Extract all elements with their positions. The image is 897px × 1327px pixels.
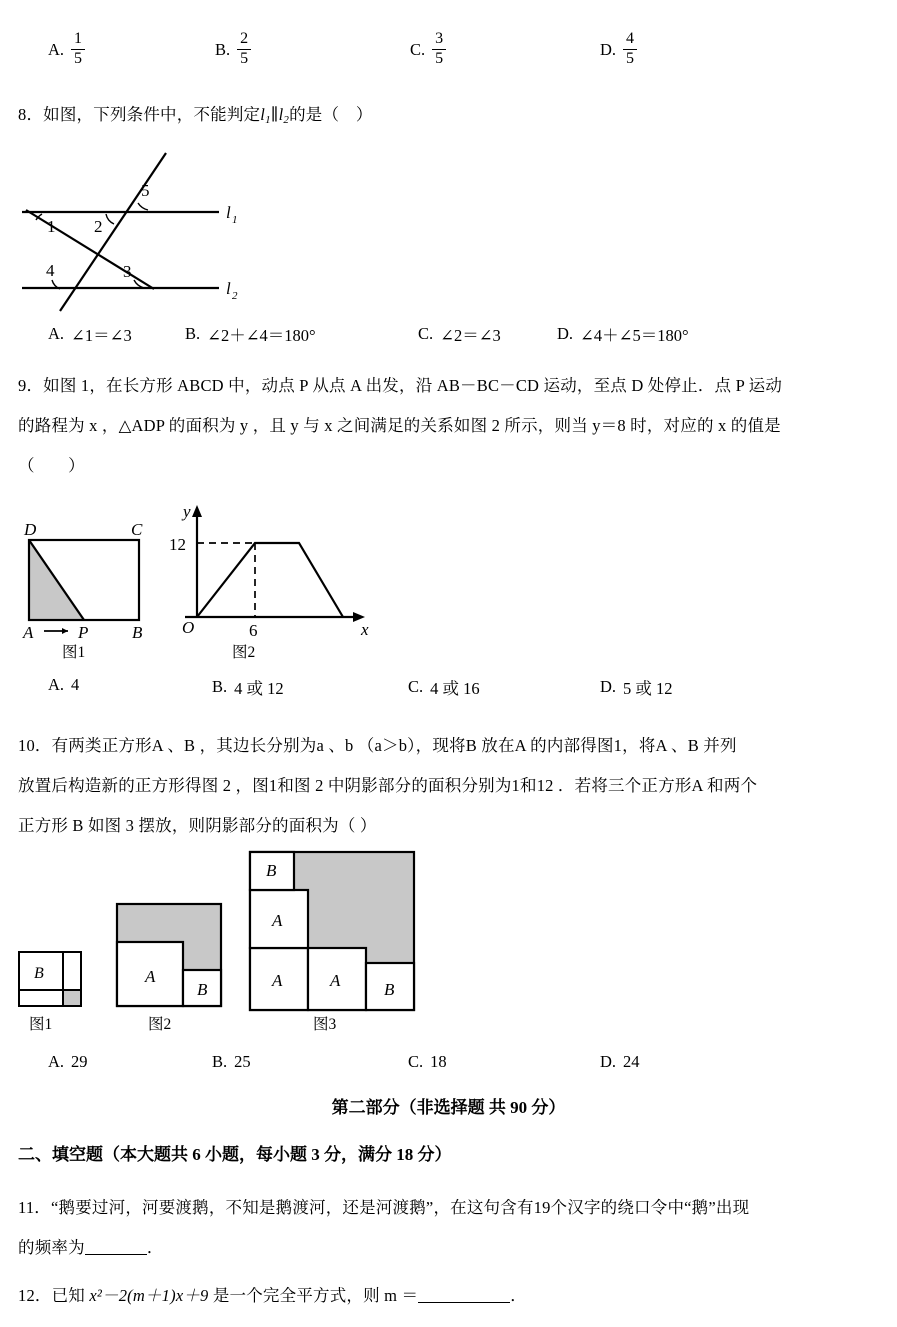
q9-option-b[interactable] bbox=[212, 675, 284, 699]
q8-option-c[interactable] bbox=[418, 322, 501, 346]
q8-option-a-text: ∠1＝∠3 bbox=[71, 326, 132, 345]
q9-option-b-text: 4 或 12 bbox=[234, 679, 284, 698]
q9-stem-line1 bbox=[18, 366, 880, 406]
q9-fig2-caption: 图2 bbox=[232, 644, 256, 661]
q11-line2-post: ． bbox=[146, 1238, 164, 1257]
q8-options-row bbox=[0, 322, 897, 362]
q10-fig1-caption: 图1 bbox=[29, 1016, 53, 1033]
q7-option-c-label: C. bbox=[410, 40, 426, 60]
q8-l1: $l_1$ bbox=[260, 105, 271, 126]
svg-text:6: 6 bbox=[249, 621, 258, 640]
q9-options-row bbox=[0, 675, 897, 715]
q7-option-a-fraction bbox=[71, 31, 85, 68]
q8-option-c-text: ∠2＝∠3 bbox=[440, 326, 501, 345]
q10-option-c[interactable] bbox=[408, 1052, 447, 1072]
fraction-numerator: 1 bbox=[74, 30, 83, 47]
q11-answer-blank[interactable] bbox=[85, 1239, 147, 1255]
q10-line2: 放置后构造新的正方形得图 2 ，图1和图 2 中阴影部分的面积分别为1和12 ．若将三个正方形A 和两个 bbox=[18, 776, 758, 795]
q10-option-c-text: 18 bbox=[430, 1052, 447, 1071]
svg-text:C: C bbox=[131, 520, 143, 539]
q7-option-b-label: B. bbox=[215, 40, 231, 60]
svg-text:l: l bbox=[226, 203, 231, 222]
q10-fig3-caption: 图3 bbox=[313, 1016, 337, 1033]
q11-line2-pre: 的频率为 bbox=[18, 1238, 85, 1257]
q10-option-d-label: D. bbox=[600, 1052, 617, 1071]
svg-text:A: A bbox=[330, 971, 341, 990]
svg-text:A: A bbox=[23, 623, 34, 642]
q9-figure-2 bbox=[165, 495, 380, 640]
q7-option-a[interactable] bbox=[48, 32, 85, 69]
q7-option-d-label: D. bbox=[600, 40, 617, 60]
q10-option-d[interactable] bbox=[600, 1052, 640, 1072]
q10-number: 10． bbox=[18, 736, 52, 755]
svg-text:P: P bbox=[78, 623, 89, 642]
q9-option-d[interactable] bbox=[600, 675, 673, 699]
q8-figure bbox=[14, 148, 264, 313]
q8-option-c-label: C. bbox=[418, 324, 434, 343]
q9-stem-line2 bbox=[18, 406, 880, 446]
q9-number: 9． bbox=[18, 376, 44, 395]
q11-number: 11． bbox=[18, 1198, 51, 1217]
q10-line3: 正方形 B 如图 3 摆放，则阴影部分的面积为（ ） bbox=[18, 816, 377, 835]
q8-number: 8． bbox=[18, 105, 44, 124]
svg-text:A: A bbox=[272, 971, 283, 990]
fraction-denominator: 5 bbox=[74, 49, 83, 67]
q9-option-a-label: A. bbox=[48, 675, 65, 694]
q9-stem-line3 bbox=[18, 446, 880, 486]
svg-text:y: y bbox=[183, 502, 191, 521]
q8-parallel-symbol: ∥ bbox=[270, 105, 279, 124]
q7-option-b-fraction bbox=[237, 31, 251, 68]
svg-text:B: B bbox=[197, 980, 208, 999]
q7-option-c[interactable] bbox=[410, 32, 446, 69]
q8-option-d-text: ∠4＋∠5＝180° bbox=[580, 326, 689, 345]
part-two-heading: 第二部分（非选择题 共 90 分） bbox=[331, 1098, 566, 1117]
q9-line3: （ ） bbox=[18, 456, 85, 475]
q10-option-a-text: 29 bbox=[71, 1052, 88, 1071]
q11-line2 bbox=[18, 1228, 883, 1268]
q9-option-c[interactable] bbox=[408, 675, 480, 699]
svg-text:B: B bbox=[266, 861, 277, 880]
fraction-numerator: 2 bbox=[240, 30, 249, 47]
q7-option-d[interactable] bbox=[600, 32, 637, 69]
svg-text:B: B bbox=[132, 623, 143, 642]
q8-text-a: 如图，下列条件中，不能判定 bbox=[43, 105, 261, 124]
q9-line1: 如图 1，在长方形 ABCD 中，动点 P 从点 A 出发，沿 AB－BC－CD 运动，至点 D 处停止．点 P 运动 bbox=[43, 376, 783, 395]
q7-option-d-fraction bbox=[623, 31, 637, 68]
svg-text:2: 2 bbox=[94, 217, 103, 236]
q10-option-a-label: A. bbox=[48, 1052, 65, 1071]
q9-option-a[interactable] bbox=[48, 675, 79, 695]
q9-option-c-label: C. bbox=[408, 677, 424, 696]
section-fill-in-blank-heading: 二、填空题（本大题共 6 小题，每小题 3 分，满分 18 分） bbox=[18, 1145, 452, 1164]
fraction-denominator: 5 bbox=[626, 49, 635, 67]
svg-text:B: B bbox=[34, 965, 44, 982]
q8-option-b-text: ∠2＋∠4＝180° bbox=[207, 326, 316, 345]
q12-mid: 是一个完全平方式，则 m ＝ bbox=[208, 1286, 419, 1305]
q11-line1 bbox=[18, 1188, 883, 1228]
q9-option-b-label: B. bbox=[212, 677, 228, 696]
fraction-denominator: 5 bbox=[240, 49, 249, 67]
svg-text:3: 3 bbox=[123, 262, 132, 281]
q8-option-d[interactable] bbox=[557, 322, 689, 346]
svg-text:1: 1 bbox=[47, 217, 56, 236]
svg-text:A: A bbox=[272, 911, 283, 930]
q10-figure-2 bbox=[112, 900, 227, 1010]
q10-stem-line1 bbox=[18, 726, 883, 766]
q7-options-row bbox=[0, 32, 897, 72]
q10-option-d-text: 24 bbox=[623, 1052, 640, 1071]
svg-text:D: D bbox=[24, 520, 37, 539]
q9-line2: 的路程为 x ，△ADP 的面积为 y ，且 y 与 x 之间满足的关系如图 2 所示，则当 y＝8 时，对应的 x 的值是 bbox=[18, 416, 781, 435]
q7-option-c-fraction bbox=[432, 31, 446, 68]
q9-option-d-label: D. bbox=[600, 677, 617, 696]
q12-pre: 已知 bbox=[51, 1286, 90, 1305]
q8-option-a-label: A. bbox=[48, 324, 65, 343]
q10-stem-line2 bbox=[18, 766, 883, 806]
q7-option-b[interactable] bbox=[215, 32, 251, 69]
q8-text-b: 的是（ ） bbox=[289, 105, 373, 124]
svg-text:B: B bbox=[384, 980, 395, 999]
svg-text:O: O bbox=[182, 618, 195, 637]
q9-option-c-text: 4 或 16 bbox=[430, 679, 480, 698]
q8-stem bbox=[18, 95, 878, 140]
svg-text:x: x bbox=[361, 620, 369, 639]
q9-option-d-text: 5 或 12 bbox=[623, 679, 673, 698]
fraction-denominator: 5 bbox=[435, 49, 444, 67]
q12-post: ． bbox=[510, 1286, 527, 1305]
q10-stem-line3 bbox=[18, 806, 883, 846]
svg-text:l: l bbox=[226, 279, 231, 298]
q10-option-b-text: 25 bbox=[234, 1052, 251, 1071]
q9-figure-1 bbox=[12, 518, 162, 643]
q10-options-row bbox=[0, 1052, 897, 1092]
q11-text: “鹅要过河，河要渡鹅，不知是鹅渡河，还是河渡鹅”，在这句含有19个汉字的绕口令中“鹅”出现 bbox=[51, 1198, 750, 1217]
q9-fig1-caption: 图1 bbox=[62, 644, 86, 661]
q10-option-b[interactable] bbox=[212, 1052, 251, 1072]
q10-figure-1 bbox=[14, 948, 94, 1010]
q7-option-a-label: A. bbox=[48, 40, 65, 60]
q8-option-a[interactable] bbox=[48, 322, 132, 346]
q8-option-b-label: B. bbox=[185, 324, 201, 343]
q8-option-b[interactable] bbox=[185, 322, 316, 346]
q10-fig2-caption: 图2 bbox=[148, 1016, 172, 1033]
q10-figure-3 bbox=[245, 848, 420, 1013]
q12-line1 bbox=[18, 1276, 883, 1316]
q10-option-b-label: B. bbox=[212, 1052, 228, 1071]
q10-line1: 有两类正方形A 、B ，其边长分别为a 、b （a＞b），现将B 放在A 的内部得图1，将A 、B 并列 bbox=[51, 736, 737, 755]
svg-text:5: 5 bbox=[141, 181, 150, 200]
q8-option-d-label: D. bbox=[557, 324, 574, 343]
svg-text:12: 12 bbox=[169, 535, 186, 554]
svg-text:1: 1 bbox=[232, 214, 238, 226]
svg-text:2: 2 bbox=[232, 290, 238, 302]
q10-option-c-label: C. bbox=[408, 1052, 424, 1071]
q12-expression: x²－2(m＋1)x＋9 bbox=[89, 1286, 209, 1305]
q12-number: 12． bbox=[18, 1286, 52, 1305]
fraction-numerator: 3 bbox=[435, 30, 444, 47]
q8-l2: $l_2$ bbox=[278, 105, 290, 126]
svg-text:A: A bbox=[145, 967, 156, 986]
q10-option-a[interactable] bbox=[48, 1052, 88, 1072]
q9-option-a-text: 4 bbox=[71, 675, 80, 694]
fraction-numerator: 4 bbox=[626, 30, 635, 47]
q12-answer-blank[interactable] bbox=[418, 1287, 510, 1303]
svg-text:4: 4 bbox=[46, 261, 55, 280]
